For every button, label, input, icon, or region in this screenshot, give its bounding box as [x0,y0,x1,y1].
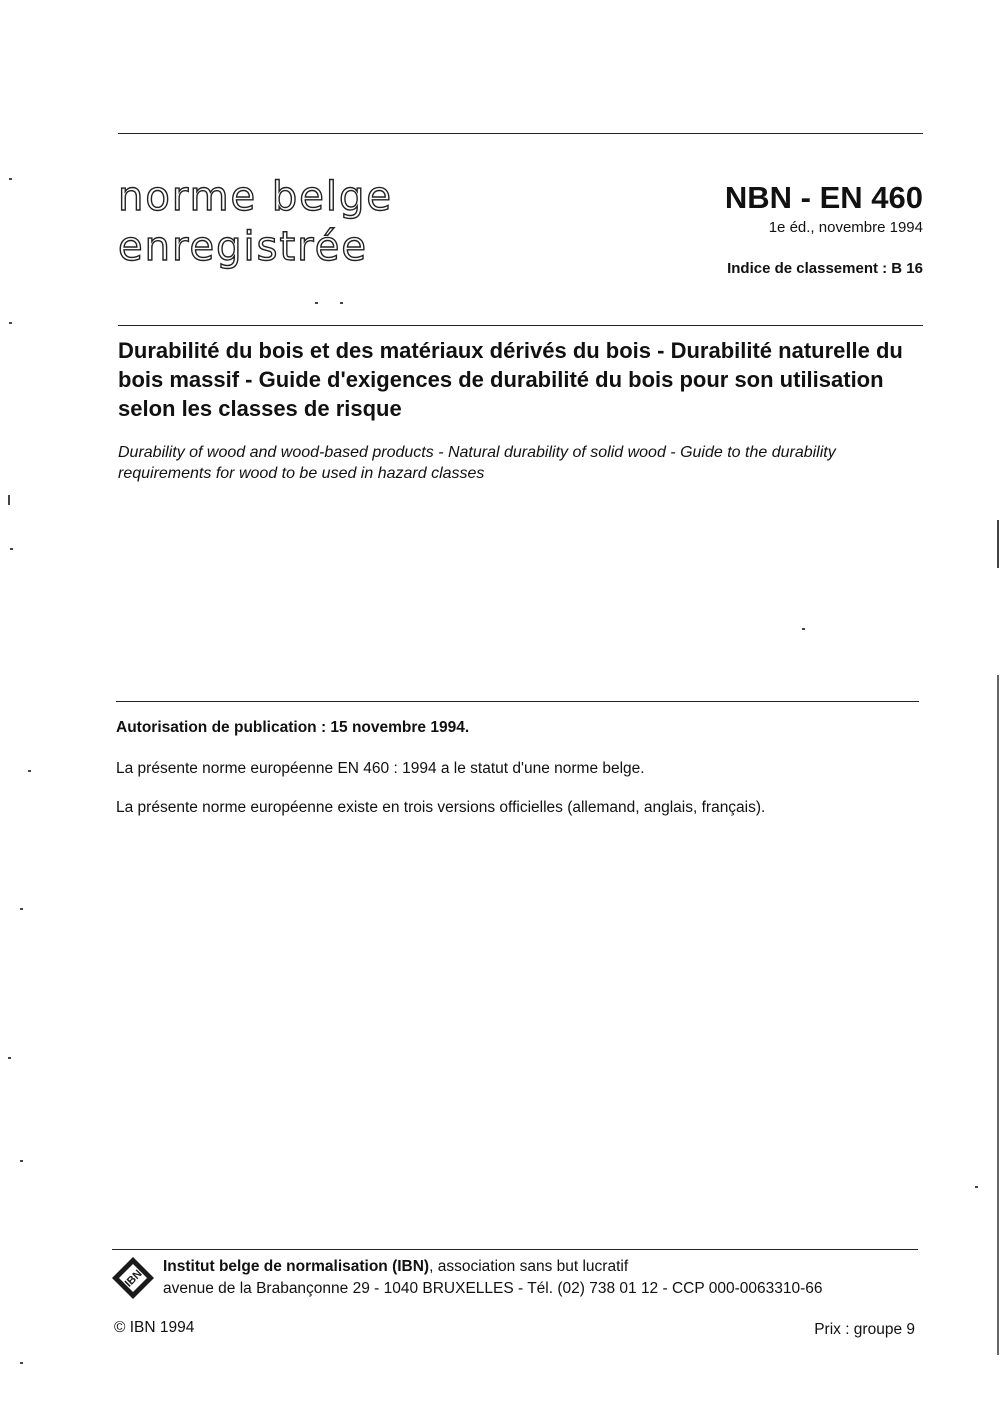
institute-name: Institut belge de normalisation (IBN) [163,1258,430,1275]
scan-mark [975,1186,978,1188]
classification-index: Indice de classement : B 16 [727,260,923,277]
scan-mark [9,178,12,180]
institute-address: avenue de la Brabançonne 29 - 1040 BRUXELLES - Tél. (02) 738 01 12 - CCP 000-0063310-66 [163,1280,823,1297]
enregistree-label: enregistrée [118,224,368,270]
title-rule [118,325,923,326]
ibn-logo-text: IBN [122,1267,145,1290]
footer-rule [112,1249,918,1250]
scan-edge [997,520,999,568]
scan-mark [20,908,23,910]
norme-belge-label: norme belge [118,174,393,220]
scan-edge [997,675,999,1355]
belgian-status-statement: La présente norme européenne EN 460 : 1994 a le statut d'une norme belge. [116,760,645,777]
document-number: NBN - EN 460 [724,180,923,215]
scan-mark [9,322,12,324]
ibn-logo [110,1255,156,1301]
institute-description: , association sans but lucratif [429,1258,629,1275]
scan-mark [8,495,10,505]
scan-mark [8,1057,11,1059]
copyright: © IBN 1994 [114,1319,195,1336]
institute-line [163,1258,628,1276]
french-title: Durabilité du bois et des matériaux dérivés du bois - Durabilité naturelle du bois massif - Guide d'exigences de durabilité du bois pour son utilisation selon les classes de risque [118,338,903,421]
official-versions-statement: La présente norme européenne existe en trois versions officielles (allemand, anglais, français). [116,799,766,816]
english-title: Durability of wood and wood-based products - Natural durability of solid wood - Guide to the durability requirements for wood to be used in hazard classes [118,444,836,482]
scan-mark [315,302,318,304]
scan-mark [20,1160,23,1162]
price-group: Prix : groupe 9 [814,1321,915,1338]
scan-mark [20,1362,23,1364]
publication-rule [116,701,919,702]
scan-mark [28,770,31,772]
publication-authorization: Autorisation de publication : 15 novembre 1994. [116,719,470,736]
scan-mark [802,628,805,630]
edition: 1e éd., novembre 1994 [768,219,923,236]
top-rule [118,133,923,134]
scan-mark [10,548,13,550]
scan-mark [340,302,343,304]
